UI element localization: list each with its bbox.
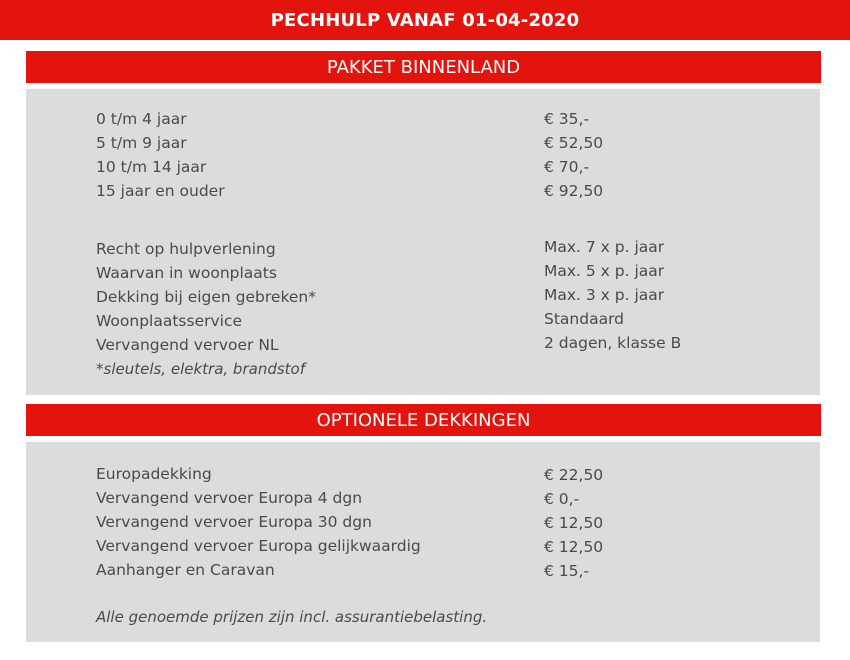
feature-row [96, 261, 796, 285]
feature-row [96, 237, 796, 261]
feature-row [96, 285, 796, 309]
option-row [96, 486, 796, 510]
feature-value: Max. 3 x p. jaar [544, 286, 665, 304]
feature-row [96, 333, 796, 357]
option-row [96, 510, 796, 534]
option-label: Vervangend vervoer Europa gelijkwaardig [96, 537, 421, 555]
price-row [96, 155, 796, 179]
option-value: € 22,50 [544, 466, 604, 484]
price-value: € 52,50 [544, 134, 604, 152]
option-row [96, 534, 796, 558]
feature-label: Recht op hulpverlening [96, 240, 276, 258]
feature-label: Dekking bij eigen gebreken* [96, 288, 316, 306]
option-label: Europadekking [96, 465, 212, 483]
feature-label: Waarvan in woonplaats [96, 264, 277, 282]
option-value: € 12,50 [544, 514, 604, 532]
feature-row [96, 309, 796, 333]
feature-value: Max. 5 x p. jaar [544, 262, 665, 280]
option-label: Vervangend vervoer Europa 4 dgn [96, 489, 363, 507]
price-row [96, 131, 796, 155]
price-label: 15 jaar en ouder [96, 182, 225, 200]
section-header-binnenland: PAKKET BINNENLAND [26, 51, 821, 83]
feature-value: 2 dagen, klasse B [544, 334, 682, 352]
option-label: Aanhanger en Caravan [96, 561, 275, 579]
price-row [96, 107, 796, 131]
option-value: € 12,50 [544, 538, 604, 556]
feature-value: Standaard [544, 310, 625, 328]
price-label: 10 t/m 14 jaar [96, 158, 207, 176]
price-value: € 92,50 [544, 182, 604, 200]
price-row [96, 179, 796, 203]
price-label: 0 t/m 4 jaar [96, 110, 187, 128]
feature-label: Vervangend vervoer NL [96, 336, 279, 354]
binnenland-panel [26, 89, 820, 395]
option-value: € 0,- [544, 490, 580, 508]
section-header-optioneel: OPTIONELE DEKKINGEN [26, 404, 821, 436]
price-value: € 70,- [544, 158, 590, 176]
price-label: 5 t/m 9 jaar [96, 134, 187, 152]
option-row [96, 462, 796, 486]
feature-label: Woonplaatsservice [96, 312, 243, 330]
page-title: PECHHULP VANAF 01-04-2020 [0, 0, 850, 40]
footnote-binnenland: *sleutels, elektra, brandstof [96, 360, 305, 378]
feature-value: Max. 7 x p. jaar [544, 238, 665, 256]
optioneel-panel [26, 442, 820, 642]
price-value: € 35,- [544, 110, 590, 128]
option-value: € 15,- [544, 562, 590, 580]
option-label: Vervangend vervoer Europa 30 dgn [96, 513, 372, 531]
option-row [96, 558, 796, 582]
footnote-optioneel: Alle genoemde prijzen zijn incl. assurantiebelasting. [96, 608, 488, 626]
